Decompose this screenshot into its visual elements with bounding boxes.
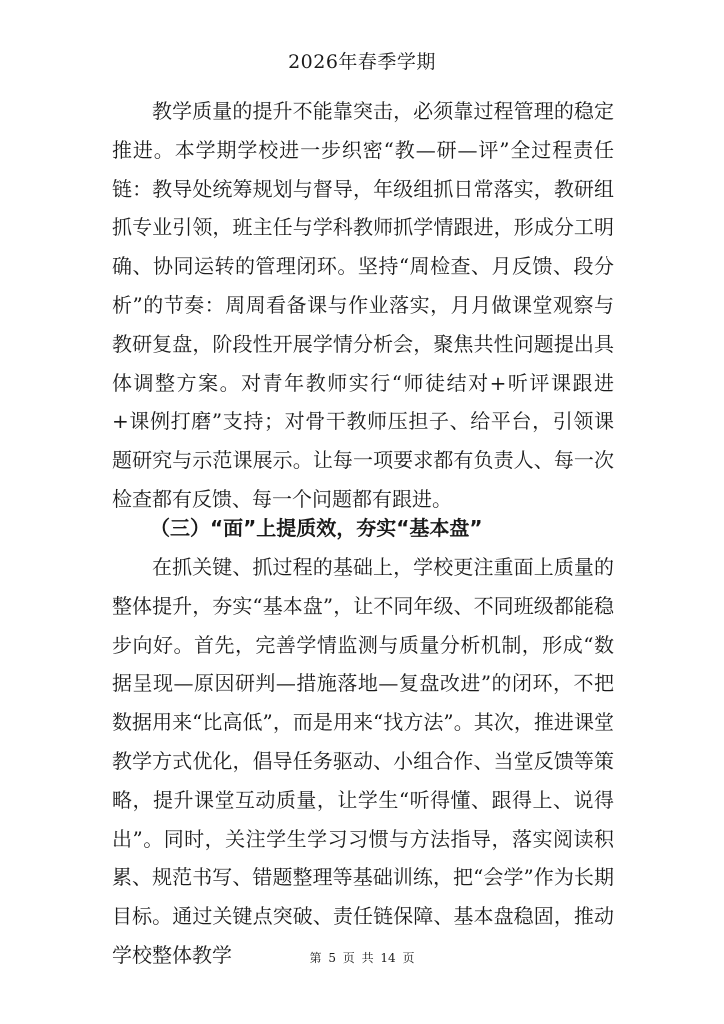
body-paragraph: 教学质量的提升不能靠突击，必须靠过程管理的稳定推进。本学期学校进一步织密“教—研—评”全过程责任链：教导处统筹规划与督导，年级组抓日常落实，教研组抓专业引领，班主任与学科教师抓学情跟进，形成分工明确、协同运转的管理闭环。坚持“周检查、月反馈、段分析”的节奏：周周看备课与作业落实，月月做课堂观察与教研复盘，阶段性开展学情分析会，聚焦共性问题提出具体调整方案。对青年教师实行“师徒结对+听评课跟进+课例打磨”支持；对骨干教师压担子、给平台，引领课题研究与示范课展示。让每一项要求都有负责人、每一次检查都有反馈、每一个问题都有跟进。	[112, 99, 614, 511]
section-heading: （三）“面”上提质效，夯实“基本盘”	[150, 516, 483, 540]
page-header-title: 2026年春季学期	[288, 51, 436, 73]
page-number-footer: 第 5 页 共 14 页	[309, 951, 415, 965]
body-paragraph: 在抓关键、抓过程的基础上，学校更注重面上质量的整体提升，夯实“基本盘”，让不同年级、不同班级都能稳步向好。首先，完善学情监测与质量分析机制，形成“数据呈现—原因研判—措施落地—复盘改进”的闭环，不把数据用来“比高低”，而是用来“找方法”。其次，推进课堂教学方式优化，倡导任务驱动、小组合作、当堂反馈等策略，提升课堂互动质量，让学生“听得懂、跟得上、说得出”。同时，关注学生学习习惯与方法指导，落实阅读积累、规范书写、错题整理等基础训练，把“会学”作为长期目标。通过关键点突破、责任链保障、基本盘稳固，推动学校整体教学	[112, 555, 614, 967]
